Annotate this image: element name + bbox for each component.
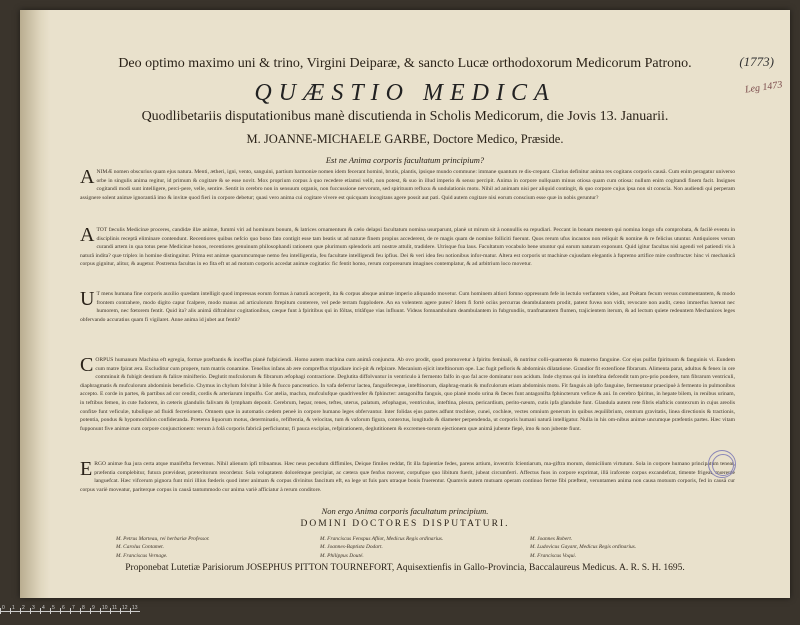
scale-tick [130, 608, 131, 614]
measurement-scale [0, 606, 140, 618]
paragraph-text: RGO animæ fua jura certa atque manifefta fervemus. Nihil alienum ipfi tribuamus. Hæc neus pecudum diffimiles, Deique fimiles reddat, fit illa fapientiæ fedes, parens artium, inventrix fcientiarum, ma-giftra morum, domicilium virtutum. Sola in corpore humano principatum teneat, præfentia complebitur, futura prævideat, præteritorum recordetur. Sola voluptatem dolorémque percipiat, ac cætera quæ fenfus movent, corpufque quo libitum fuerit, jubeat circumferri. Affectus fuos in corpore exprimat, illâ irafcente corpus excandefcat, timente frigeat, mœrente languefcat. Hæc vifcerum pignora funt miri illius fœderis quod inter animam & corpus divinitus fancitum eft, ea lege ut fuis pars utraque bonis fruerentur. Quamvis autem mutuam operam continuo ferme fibi præftent, veruntamen anima non causa motuum corporis, fed in causâ cur corpus variè moveatur, pariterque corpus in causâ tantummodo cur anima variè afficiatur à rerum conditore. [80, 461, 735, 493]
doctors-column-2 [320, 535, 443, 560]
scale-label: 13 [132, 605, 138, 611]
drop-cap: C [80, 356, 94, 376]
doctors-column-3 [530, 535, 636, 560]
scale-tick [120, 608, 121, 614]
handwritten-number: (1773) [739, 54, 774, 69]
paragraph-text: ORPUS humanum Machina eft egregia, formæ præftantis & inceffus planè fufpiciendi. Homo autem machina cum animâ conjuncta. Ab ovo prodit, quod promovetur à fpiritu feminali, & nutritur colli-quamento & materno fanguine. Cor ejus pulfat fpirituum & fanguinis vi. Eundem cum matre fpirat æra. Excluditur cum propere, tum matris conamine. Tenellus infans ab ære compreffus tripudiare inci-pit & refpirare. Mecanium ejicit inteftinorum ope. Lac fugit pefloris & abdominis dilatatione. Grandior fit extenfione fibrarum. Alimenta parat, adultus & fenex in ore comminuit & fubigit dentium & faliræ minifterio. Deglutit mufculorum & fibrarum æfophagi contractione. Deglutita diffolvuntur in ventriculo à fermento falfo in quo fal acre dominatur non acidum. Inde chymus qui in inteftina defcendit tum pro-prio pondere, tum fibrarum ventriculi, diaphragmatis & mufculorum abdominis beneficio. Chymus in chylum folvitur à bile & fucco pancreatico. In vafa deferrur lactea, fanguiferæque, inteftinorum, diaphrag-matis & mufculorum etiam abdominis motu. Fit fanguis ab ipfo fanguine, fermentatur praecipuè à fermento in pulmonibus accepto. E corde in partes, & partibus ad cor cendit, cordis & arteriarum impulfu. Cor atelia, machra, mufculufque quadrivenfer & fphincter: antagonifta fanguis, quo planè modo urina & fæces funt antagonifta fphincterum veficæ & ani. In cerebro fpiritus, in hepate bilem, in renibus urinam, in teftibus femen, in cute fudorem, in cæteris glandulis falivam & lympham deponit. Cerebrum, hepar, renes, teftes, uterus, palatum, æfophagus, ventriculus, inteftina, pleura, pericardium, perito-næum, cutis ipfa glandulæ funt. Glandula autem rete fibris elafticis contexrum in cujus areolis confitæ funt veficulæ, tubulique ad fluidi fecretionem. Omnem quæ in automatis cædem peneè in corpore humano leges obfervantur. Inter folidas ejus partes adfunt trochleæ, cunei, cochleæ, vectes omnium generum in quibus æquilibrium, centrum gravitatis, linea directionis & tractionis, potentia, pondus & hypomochlion confideranda. Præterea liquorum motus, determinatio, refiftentia, & velocitas, tum & vaforum figura, contextus, longitudo & diameter perpendenda, ut corporis humani naturâ intelligatur. Nulla in his om-nibus animæ uncumque præfentis partes. Hæc vitam fupponunt five animæ cum corpore conjunctionem: verum à folâ corporis fabricâ perficiuntur, fi pauca excipias, refpirationem, deglutitionem & excremen-torum ejectionem quæ animâ jubente fiepè, imo & non jubente fiunt. [80, 357, 735, 432]
scale-tick [110, 608, 111, 614]
paragraph-4 [80, 356, 735, 452]
scale-label: 12 [122, 605, 128, 611]
scale-tick [60, 608, 61, 614]
scale-label: 0 [2, 605, 5, 611]
drop-cap: E [80, 460, 93, 480]
scale-tick [70, 608, 71, 614]
library-stamp-icon [708, 450, 736, 478]
question: Est ne Anima corporis facultatum principium? [325, 155, 485, 165]
scale-tick [10, 608, 11, 614]
subtitle: Quodlibetariis disputationibus manè discutienda in Scholis Medicorum, die Jovis 13. Januarii. [141, 109, 669, 124]
doctors-heading: DOMINI DOCTORES DISPUTATURI. [300, 519, 510, 529]
scale-tick [0, 608, 1, 614]
paragraph-text: TOT fæculis Medicinæ proceres, candidæ illæ animæ, fummi viri ad hominum bonum, & latrices ornamentum & cælo delapsi facultatum nomina usurparunt, planè ut mirum sit à nonnullis ea repudiari. Peccant in bonam mentem qui nomina longo ufu comprobata, & facilè eventu in disciplinis receptâ eliminare contendunt. Recentiores quibus nefcio quo bono fato contigit esse tam beatis ut ad naturæ finem propius accederent, de re magis quam de nomine folliciti fuerunt. Quos rerum ufus incautos non reliquit & nomine & re felicius utuntur. Antiquiores verum curandi artem in qua totus pene Medicinæ honos, recentiores genuinum philosophandi rationem quæ plurimum splendoris arti nostræ attulit, tradidere. Utrisque fua laus. Facultatum vocabulo bene utuntur qui earum naturam exponunt. Quid igitur facultas nisi agendi vel patiendi vis à naturâ indita? quæ triplex in homine distinguitur. Prima est animæ quarumcumque nemo feu intelligentia, feu facultate intelligendi feu ipfius. Dei & veri idea feu notionibus infor-matur. Altera est corporis ut machinæ cujusdam elegantis à fupremo artifice mire conftructæ: hinc vi mechanicâ corpus gignitur, alitur, & augetur. Postrema facultas in eo fita eft ut ad motum corporis accedat animæ cogitatio: fic fentit homo, rerum corporearum imagines contemplatur, & ad arbitrium loco movetur. [80, 227, 735, 268]
scale-label: 4 [42, 605, 45, 611]
scale-label: 7 [72, 605, 75, 611]
paragraph-2 [80, 226, 735, 286]
doctor-name: M. Franciscus Voqui. [530, 552, 577, 559]
dedication: Deo optimo maximo uni & trino, Virgini Deiparæ, & sancto Lucæ orthodoxorum Medicorum Patrono. [118, 56, 692, 71]
doctor-name: M. Philippus Douté. [320, 552, 364, 559]
doctor-name: M. Franciscus Fenspus Afliot, Medicus Regis ordinarius. [320, 536, 444, 542]
paragraph-text: NIMÆ nomen obscurius quam ejus natura. Menti, ætheri, igni, vento, sanguini, partium harmoniæ nomen idem fecerant homini, brutis, plantis, ipsique mundo commune: immane quantum re dis-crepant. Clarius definitur anima res cogitans corporis causâ. Cum enim peragatur universo orbe in singulis anima regitur, id primum & cogitare & se esse novit. Mox proprium corpus à quo recedere etiamsi velit, non potest, & suo in illud imperio & sensu percipit. Anima in corpore nullquam minus otiosa quam cum otiosa: nullum enim cogitandi finem facit. Insignes cogitandi modi sunt intelligere, perci-pere, velle, sentire. Sentit in cerebro non in sensuum organis, non fuccussione nervorum, sed spirituum refluxu & undulationis motu. Nihil ad animam nisi per aliquid contingit, & quo corpore cujus ipsa non sit conscia. Non audiendi qui perperam assignere solent animæ ignorantiâ imo & invitæ quod fieri in corpore debetur; quasi vero anima cui cogitare vivere est quicquam incogitans agere possit aut pati. Quid autem cogitare nisi eorum conscium esse quæ in nobis geruntur? [80, 169, 735, 201]
scale-label: 8 [82, 605, 85, 611]
paragraph-5 [80, 460, 735, 505]
scale-label: 6 [62, 605, 65, 611]
doctor-name: M. Joannes Robert. [530, 536, 573, 542]
scale-label: 2 [22, 605, 25, 611]
scale-label: 3 [32, 605, 35, 611]
scale-label: 11 [112, 605, 118, 611]
scale-label: 5 [52, 605, 55, 611]
doctor-name: M. Ludovicus Gayant, Medicus Regis ordinarius. [530, 544, 637, 551]
doctors-column-1 [116, 535, 210, 560]
proponebat-line: Proponebat Lutetiæ Parisiorum JOSEPHUS PITTON TOURNEFORT, Aquisextienfis in Gallo-Provincia, Baccalaureus Medicus. A. R. S. H. 1695. [125, 563, 685, 573]
paragraph-3 [80, 290, 735, 350]
scale-tick [90, 608, 91, 614]
scale-tick [50, 608, 51, 614]
praeses-line: M. JOANNE-MICHAELE GARBE, Doctore Medico, Præside. [246, 132, 564, 146]
page-gutter [20, 10, 50, 598]
doctor-name: M. Petrus Marteau, rei herbariæ Professor. [116, 536, 210, 542]
paragraph-1 [80, 168, 735, 220]
document-page [20, 10, 790, 598]
doctor-name: M. Joannes-Baptista Dodart. [320, 544, 383, 551]
paragraph-text: T mens humana fine corporis auxilio quædam intelligit quod impressas eorum formas à naturâ acceperit, ita & corpus absque animæ imperio aliquando movetur. Cum hominem altiori fomno oppressum fefe in lectulo verfantem vides, aut Poëtam fecum versus commentantem, & modo frontem contrahere, modo digito capur fcalpere, modo manus ad articulorum ftrepitum conterere, vel pede terram fupplodere. An ea volentem agere putes? Idem fi fortè ociùs percurras deambulantem prodit, patent fuvea non vidit, revocare non audit, cæno immerfus hæreat nec humorem, nec fœtorem fentit. Quid ita? alis animâ diftrahitur cogitationibus, cæque funt à fpiritibus qui in fôltas, tritâfque vias influunt. Videas fomnambulum deambulantem in fubgrundiis, tranfnatantem flumen, trajicientem iterum, & ad lectum quiete redeuntem Mechanices leges obfervando accuratius quam fi vigilaret. Anne anima id jubet aut fentit? [80, 291, 735, 323]
scale-tick [20, 608, 21, 614]
drop-cap: A [80, 226, 95, 246]
scale-label: 10 [102, 605, 108, 611]
scale-label: 1 [12, 605, 15, 611]
scale-tick [100, 608, 101, 614]
handwritten-note: Leg 1473 [743, 79, 783, 96]
scale-tick [30, 608, 31, 614]
scale-tick [40, 608, 41, 614]
page-title: QUÆSTIO MEDICA [254, 80, 556, 106]
drop-cap: U [80, 290, 95, 310]
drop-cap: A [80, 168, 95, 188]
conclusion: Non ergo Anima corporis facultatum principium. [321, 506, 489, 516]
scale-label: 9 [92, 605, 95, 611]
scale-tick [80, 608, 81, 614]
doctor-name: M. Carolus Contamet. [116, 544, 165, 551]
doctor-name: M. Franciscus Vernage. [116, 552, 168, 559]
